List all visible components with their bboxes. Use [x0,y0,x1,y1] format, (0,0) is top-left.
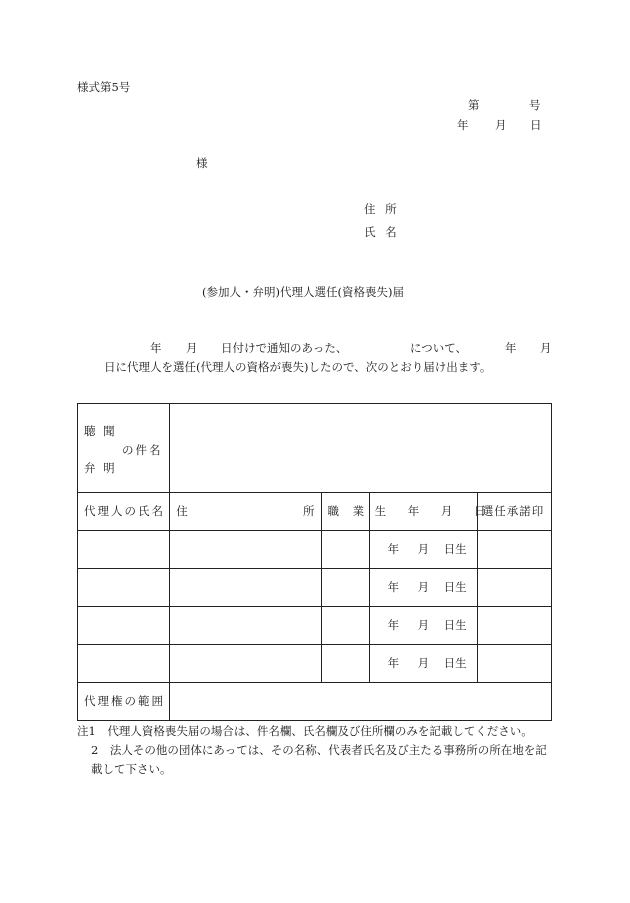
date-year: 年 [457,118,469,132]
form-number: 様式第5号 [77,80,131,94]
doc-number-prefix: 第 [468,98,480,112]
body-line2: 日に代理人を選任(代理人の資格が喪失)したので、次のとおり届け出ます。 [104,360,492,374]
sender-address-label: 住 所 [364,202,400,216]
agent-name-field[interactable] [78,645,170,683]
date-month: 月 [495,118,507,132]
body-year2: 年 [505,341,517,355]
sender-name-label: 氏 名 [364,225,400,239]
document-title: (参加人・弁明)代理人選任(資格喪失)届 [202,285,404,299]
agent-seal-field[interactable] [477,531,551,569]
agent-name-field[interactable] [78,531,170,569]
table-row [78,645,552,683]
table-row [78,607,552,645]
header-address: 住 所 [170,493,321,531]
body-regarding: について、 [410,341,468,355]
note-2-line2: 載して下さい。 [91,762,172,776]
header-consent-seal: 選任承諾印 [477,493,551,531]
agent-occupation-field[interactable] [321,607,369,645]
agent-address-field[interactable] [170,645,321,683]
agent-occupation-field[interactable] [321,645,369,683]
agent-occupation-field[interactable] [321,569,369,607]
body-month2: 月 [540,341,552,355]
agent-address-field[interactable] [170,569,321,607]
case-label-hearing: 聴 聞 [84,424,117,438]
body-notice: 日付けで通知のあった、 [221,341,348,355]
doc-number-suffix: 号 [529,98,541,112]
agent-address-field[interactable] [170,531,321,569]
case-title-field[interactable] [170,404,552,493]
agent-seal-field[interactable] [477,607,551,645]
agent-birthdate-field[interactable]: 年 月 日生 [369,569,477,607]
table-row [78,569,552,607]
case-label-defense: 弁 明 [84,461,117,475]
addressee-suffix: 様 [196,156,208,170]
agent-address-field[interactable] [170,607,321,645]
scope-label-cell: 代理権の範囲 [78,683,170,721]
scope-field[interactable] [170,683,552,721]
header-occupation: 職 業 [321,493,369,531]
agent-name-field[interactable] [78,569,170,607]
date-day: 日 [530,118,542,132]
table-row [78,531,552,569]
agent-table [77,403,552,721]
case-label-cell [78,404,170,493]
note-1: 注1 代理人資格喪失届の場合は、件名欄、氏名欄及び住所欄のみを記載してください。 [77,724,533,738]
body-year: 年 [150,341,162,355]
agent-birthdate-field[interactable]: 年 月 日生 [369,531,477,569]
agent-occupation-field[interactable] [321,531,369,569]
body-month: 月 [186,341,198,355]
header-birthdate: 生 年 月 日 [369,493,477,531]
agent-birthdate-field[interactable]: 年 月 日生 [369,645,477,683]
agent-name-field[interactable] [78,607,170,645]
header-name: 代理人の氏名 [78,493,170,531]
agent-seal-field[interactable] [477,645,551,683]
agent-seal-field[interactable] [477,569,551,607]
note-2-line1: 2 法人その他の団体にあっては、その名称、代表者氏名及び主たる事務所の所在地を記 [91,743,547,757]
case-label-title: の件名 [122,443,163,457]
agent-birthdate-field[interactable]: 年 月 日生 [369,607,477,645]
